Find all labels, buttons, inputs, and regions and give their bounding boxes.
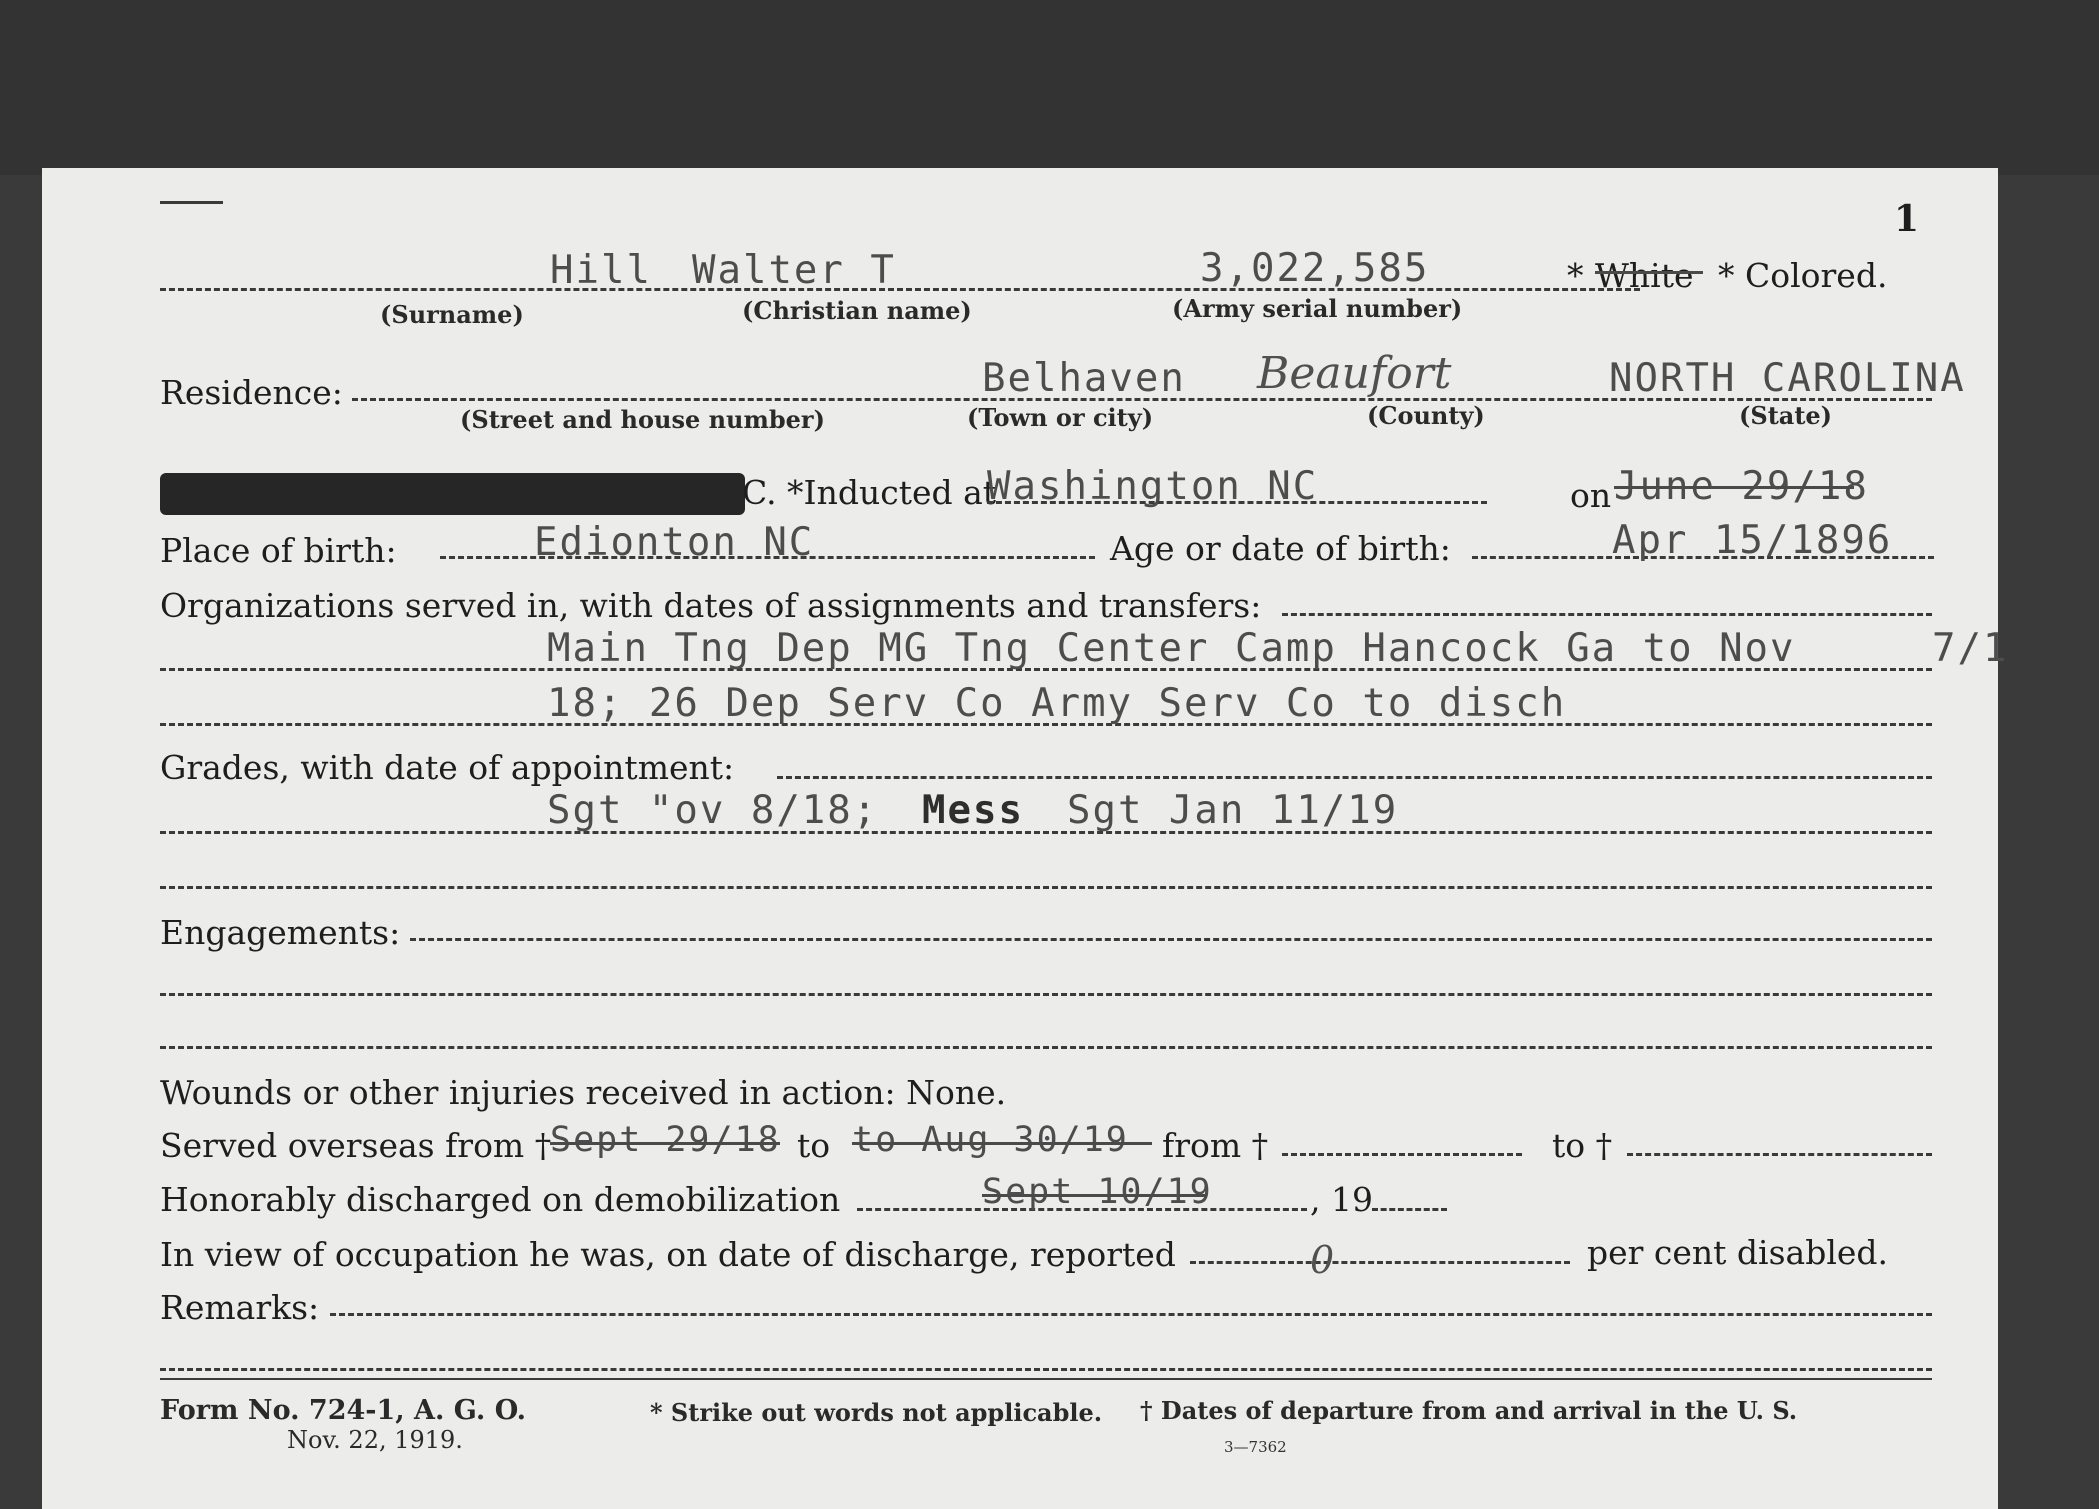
discharged-value-strike: [982, 1194, 1207, 1197]
inducted-label: C. *Inducted at: [742, 473, 997, 512]
residence-label: Residence:: [160, 373, 343, 412]
grades-line-1: [160, 831, 1932, 834]
organizations-line-0: [1282, 613, 1932, 616]
place-of-birth-label: Place of birth:: [160, 531, 397, 570]
wounds-label: Wounds or other injuries received in action: None.: [160, 1073, 1007, 1112]
caption-surname: (Surname): [380, 300, 524, 329]
organizations-value-1-tail: 7/1: [1932, 626, 2009, 671]
inducted-line: [987, 501, 1487, 504]
race-white-strike: [1595, 271, 1703, 274]
caption-state: (State): [1739, 401, 1833, 430]
disability-value: 0: [1310, 1238, 1335, 1282]
race-colored: * Colored.: [1718, 256, 1888, 295]
grades-line-0: [777, 776, 1932, 779]
engagements-line-0: [410, 938, 1932, 941]
overseas-to2-line: [1627, 1153, 1932, 1156]
caption-county: (County): [1367, 401, 1485, 430]
print-code: 3—7362: [1224, 1438, 1287, 1456]
note-dates: † Dates of departure from and arrival in the U. S.: [1140, 1396, 1798, 1425]
service-record-card: [42, 168, 2009, 1509]
disability-suffix: per cent disabled.: [1587, 1233, 1889, 1272]
discharged-year-line: [1372, 1208, 1447, 1211]
grades-value-a: Sgt "ov 8/18;: [547, 788, 879, 833]
organizations-value-2: 18; 26 Dep Serv Co Army Serv Co to disch: [547, 681, 1567, 726]
caption-christian-name: (Christian name): [742, 296, 972, 325]
top-left-rule: [160, 201, 223, 204]
remarks-line-0: [330, 1313, 1932, 1316]
age-value: Apr 15/1896: [1612, 518, 1893, 563]
age-label: Age or date of birth:: [1110, 529, 1451, 568]
surname-value: Hill: [550, 248, 652, 293]
form-number: Form No. 724-1, A. G. O.: [160, 1395, 527, 1426]
grades-value-c: Sgt Jan 11/19: [1067, 788, 1399, 833]
county-value: Beaufort: [1257, 348, 1452, 399]
dark-background: [0, 0, 2099, 175]
discharged-value: Sept 10/19: [982, 1172, 1213, 1212]
caption-town: (Town or city): [967, 403, 1154, 432]
remarks-line-1: [160, 1368, 1932, 1371]
place-of-birth-value: Edionton NC: [534, 520, 815, 565]
overseas-to-label: to: [797, 1126, 831, 1165]
discharged-label: Honorably discharged on demobilization: [160, 1180, 841, 1219]
race-star: *: [1567, 256, 1584, 295]
redaction-mark: [160, 473, 745, 515]
inducted-date-value: June 29/18: [1614, 464, 1869, 509]
remarks-label: Remarks:: [160, 1288, 320, 1327]
discharged-year: , 19: [1310, 1180, 1373, 1219]
overseas-to-value: to Aug 30/19: [852, 1120, 1129, 1160]
overseas-from2-line: [1282, 1153, 1522, 1156]
overseas-to-strike: [852, 1142, 1152, 1145]
overseas-from2-label: from †: [1162, 1126, 1269, 1165]
form-date: Nov. 22, 1919.: [287, 1426, 463, 1454]
state-value: NORTH CAROLINA: [1609, 356, 1966, 401]
footer-rule: [160, 1378, 1932, 1380]
inducted-date-strike: [1614, 486, 1854, 489]
engagements-label: Engagements:: [160, 913, 401, 952]
inducted-place-value: Washington NC: [987, 464, 1319, 509]
race-white: White: [1595, 256, 1694, 295]
engagements-line-2: [160, 1046, 1932, 1049]
caption-street: (Street and house number): [460, 405, 825, 434]
town-value: Belhaven: [982, 356, 1186, 401]
engagements-line-1: [160, 993, 1932, 996]
serial-number-value: 3,022,585: [1200, 246, 1430, 291]
overseas-to2-label: to †: [1552, 1126, 1613, 1165]
caption-serial-number: (Army serial number): [1172, 294, 1463, 323]
disability-line: [1190, 1261, 1570, 1264]
christian-name-value: Walter T: [692, 248, 896, 293]
grades-label: Grades, with date of appointment:: [160, 748, 735, 787]
organizations-label: Organizations served in, with dates of assignments and transfers:: [160, 586, 1262, 625]
organizations-value-1: Main Tng Dep MG Tng Center Camp Hancock Ga to Nov: [547, 626, 1796, 671]
overseas-from-value: Sept 29/18: [550, 1120, 781, 1160]
overseas-from-strike: [550, 1142, 780, 1145]
grades-line-2: [160, 886, 1932, 889]
page-number: 1: [1894, 198, 1920, 240]
inducted-on-label: on: [1570, 476, 1612, 515]
grades-value-b: Mess: [922, 788, 1024, 833]
overseas-label: Served overseas from †: [160, 1126, 552, 1165]
disability-label: In view of occupation he was, on date of discharge, reported: [160, 1235, 1176, 1274]
note-strike-out: * Strike out words not applicable.: [650, 1398, 1103, 1427]
